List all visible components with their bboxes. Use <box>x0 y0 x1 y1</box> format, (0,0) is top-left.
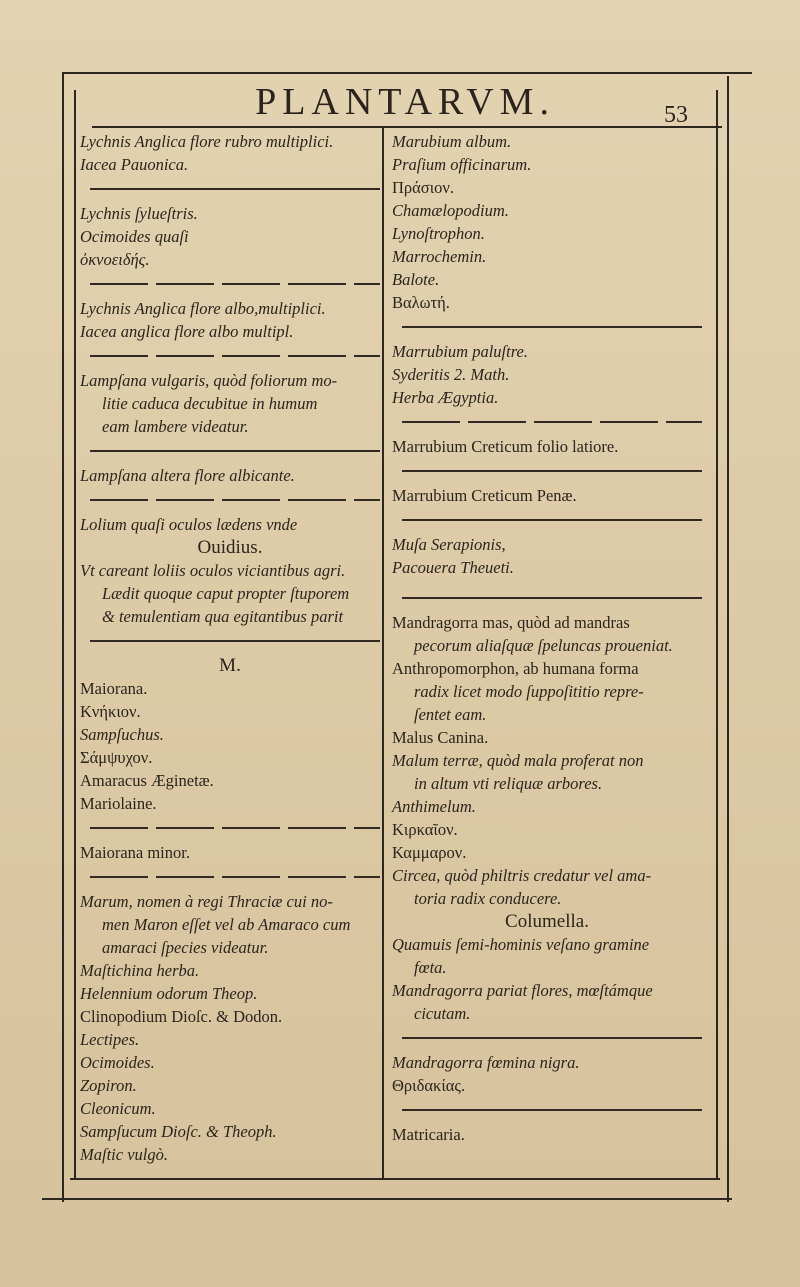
entry-line: Ocimoides. <box>80 1053 155 1072</box>
right-outer-border <box>727 76 729 1202</box>
entry-line: pecorum aliaſquæ ſpeluncas proueniat. <box>414 636 673 655</box>
entry-line: Mandragorra fœmina nigra. <box>392 1053 580 1072</box>
entry-line: Lampſana altera flore albicante. <box>80 466 295 485</box>
header-rule <box>92 126 722 128</box>
entry-lolium <box>80 513 380 628</box>
left-outer-border <box>62 72 64 1202</box>
entry-line: Βαλωτή. <box>392 293 450 312</box>
separator-rule <box>402 326 702 328</box>
entry-line: Lædit quoque caput propter ſtuporem <box>102 584 350 603</box>
entry-line: Anthropomorphon, ab humana forma <box>392 659 639 678</box>
entry-line: Balote. <box>392 270 440 289</box>
right-inner-border <box>716 90 718 1180</box>
bottom-outer-rule <box>42 1198 732 1200</box>
entry-line: Κιρκαῖον. <box>392 820 458 839</box>
page-number: 53 <box>664 102 688 128</box>
entry-line: Herba Ægyptia. <box>392 388 499 407</box>
separator-rule <box>90 499 380 501</box>
entry-line: Sampſucum Dioſc. & Theoph. <box>80 1122 277 1141</box>
entry-line: Zopiron. <box>80 1076 137 1095</box>
right-column <box>392 130 702 1146</box>
separator-rule <box>90 450 380 452</box>
entry-line: Circea, quòd philtris credatur vel ama- <box>392 866 652 885</box>
entry-line: Quamuis ſemi-hominis veſano gramine <box>392 935 650 954</box>
page-header <box>0 80 800 128</box>
entry-marrubium-creticum-penae <box>392 484 702 507</box>
entry-line: Καμμαρον. <box>392 843 467 862</box>
entry-line: Malum terræ, quòd mala proferat non <box>392 751 644 770</box>
separator-rule <box>90 188 380 190</box>
entry-line: Matricaria. <box>392 1125 465 1144</box>
left-column <box>80 130 380 1166</box>
entry-line: Muſa Serapionis, <box>392 535 506 554</box>
separator-rule <box>402 1109 702 1111</box>
entry-line: Ocimoides quaſi <box>80 227 189 246</box>
left-inner-border <box>74 90 76 1180</box>
separator-rule <box>90 355 380 357</box>
entry-line: & temulentiam qua egitantibus parit <box>102 607 344 626</box>
entry-line: Maiorana. <box>80 679 148 698</box>
entry-line: eam lambere videatur. <box>102 417 249 436</box>
entry-line: Anthimelum. <box>392 797 476 816</box>
entry-line: toria radix conducere. <box>414 889 562 908</box>
entry-line: Lynoſtrophon. <box>392 224 485 243</box>
entry-line: Σάμψυχον. <box>80 748 153 767</box>
entry-line: Pacouera Theueti. <box>392 558 514 577</box>
entry-line: Lectipes. <box>80 1030 140 1049</box>
entry-line: Sampſuchus. <box>80 725 164 744</box>
entry-line: Marrubium paluſtre. <box>392 342 528 361</box>
entry-lampsana-altera <box>80 464 380 487</box>
entry-maiorana-minor <box>80 841 380 864</box>
entry-lychnis-albo <box>80 297 380 343</box>
entry-line: Maſtichina herba. <box>80 961 200 980</box>
entry-line: Lychnis Anglica flore albo,multiplici. <box>80 299 326 318</box>
separator-rule <box>402 1037 702 1039</box>
entry-line: Praſium officinarum. <box>392 155 532 174</box>
entry-line: Mandragorra pariat flores, mœſtámque <box>392 981 653 1000</box>
column-divider <box>382 128 384 1178</box>
separator-rule <box>90 827 380 829</box>
entry-line: Πράσιον. <box>392 178 454 197</box>
separator-rule <box>402 597 702 599</box>
entry-line: ὀκνοειδής. <box>80 250 150 269</box>
entry-line: Cleonicum. <box>80 1099 156 1118</box>
entry-maiorana <box>80 654 380 815</box>
entry-line: Mandragorra mas, quòd ad mandras <box>392 613 630 632</box>
entry-line: Mariolaine. <box>80 794 157 813</box>
section-letter: M. <box>219 655 241 676</box>
entry-marrubium-creticum-latiore <box>392 435 702 458</box>
entry-marum <box>80 890 380 1166</box>
entry-line: Iacea anglica flore albo multipl. <box>80 322 294 341</box>
entry-mandragorra-mas <box>392 611 702 1025</box>
entry-line: Lolium quaſi oculos lædens vnde <box>80 515 298 534</box>
entry-marubium-album <box>392 130 702 314</box>
entry-line: Marrochemin. <box>392 247 487 266</box>
entry-lychnis-rubro <box>80 130 380 176</box>
entry-line: Maſtic vulgò. <box>80 1145 168 1164</box>
separator-rule <box>402 470 702 472</box>
entry-line: fœta. <box>414 958 447 977</box>
entry-line: Syderitis 2. Math. <box>392 365 510 384</box>
entry-line: amaraci ſpecies videatur. <box>102 938 269 957</box>
entry-line: radix licet modo ſuppoſititio repre- <box>414 682 644 701</box>
entry-line: Malus Canina. <box>392 728 489 747</box>
top-rule <box>62 72 752 74</box>
entry-line: Lampſana vulgaris, quòd foliorum mo- <box>80 371 338 390</box>
entry-line: Marrubium Creticum Penæ. <box>392 486 577 505</box>
entry-matricaria <box>392 1123 702 1146</box>
entry-line: Amaracus Æginetæ. <box>80 771 214 790</box>
entry-line: Marrubium Creticum folio latiore. <box>392 437 619 456</box>
entry-marrubium-palustre <box>392 340 702 409</box>
running-title: PLANTARVM. <box>255 81 555 123</box>
entry-line: litie caduca decubitue in humum <box>102 394 318 413</box>
separator-rule <box>90 640 380 642</box>
entry-line: Maiorana minor. <box>80 843 190 862</box>
entry-line: men Maron eſſet vel ab Amaraco cum <box>102 915 351 934</box>
entry-line: Κνήκιον. <box>80 702 141 721</box>
entry-line: Helennium odorum Theop. <box>80 984 258 1003</box>
entry-line: cicutam. <box>414 1004 471 1023</box>
separator-rule <box>402 519 702 521</box>
entry-line: Vt careant loliis oculos viciantibus agri. <box>80 561 346 580</box>
entry-mandragorra-foemina <box>392 1051 702 1097</box>
separator-rule <box>402 421 702 423</box>
entry-line: Iacea Pauonica. <box>80 155 189 174</box>
entry-lampsana-vulgaris <box>80 369 380 438</box>
entry-line: Clinopodium Dioſc. & Dodon. <box>80 1007 283 1026</box>
entry-line: Columella. <box>505 911 589 932</box>
entry-line: Lychnis Anglica flore rubro multiplici. <box>80 132 334 151</box>
bottom-inner-rule <box>70 1178 720 1180</box>
entry-line: in altum vti reliquæ arbores. <box>414 774 603 793</box>
entry-line: Ouidius. <box>197 537 263 558</box>
separator-rule <box>90 283 380 285</box>
entry-lychnis-sylvestris <box>80 202 380 271</box>
entry-line: Θριδακίας. <box>392 1076 466 1095</box>
entry-line: Marubium album. <box>392 132 512 151</box>
entry-line: Marum, nomen à regi Thraciæ cui no- <box>80 892 333 911</box>
entry-musa <box>392 533 702 579</box>
separator-rule <box>90 876 380 878</box>
entry-line: Chamælopodium. <box>392 201 509 220</box>
entry-line: ſentet eam. <box>414 705 487 724</box>
entry-line: Lychnis ſylueſtris. <box>80 204 198 223</box>
